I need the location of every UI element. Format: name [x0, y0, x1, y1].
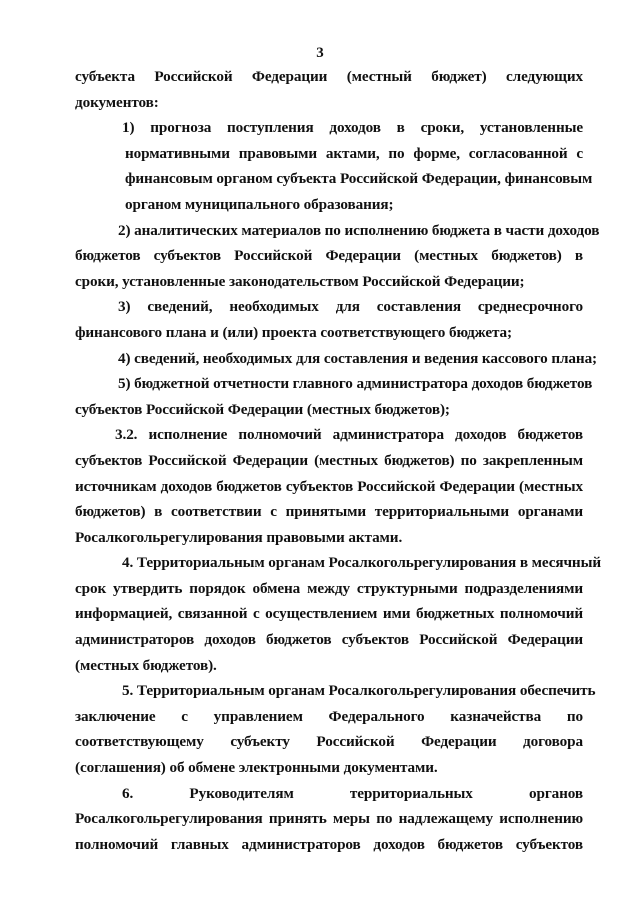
text-line: заключение с управлением Федерального казначейства по: [75, 707, 583, 725]
text-line: Росалкогольрегулирования правовыми актами.: [75, 528, 403, 546]
text-line: 4. Территориальным органам Росалкогольрегулирования в месячный: [122, 554, 601, 572]
text-line: 5) бюджетной отчетности главного администратора доходов бюджетов: [118, 375, 593, 393]
text-line: финансового плана и (или) проекта соответствующего бюджета;: [75, 323, 513, 341]
text-line: 5. Территориальным органам Росалкогольрегулирования обеспечить: [122, 682, 596, 700]
text-line: 3.2. исполнение полномочий администратора доходов бюджетов: [115, 426, 583, 444]
page-number: 3: [316, 45, 324, 61]
text-line: сроки, установленные законодательством Российской Федерации;: [75, 272, 525, 290]
text-line: полномочий главных администраторов доходов бюджетов субъектов: [75, 835, 583, 853]
text-line: 6. Руководителям территориальных органов: [122, 784, 583, 802]
text-line: 4) сведений, необходимых для составления и ведения кассового плана;: [118, 349, 598, 367]
text-line: администраторов доходов бюджетов субъектов Российской Федерации: [75, 631, 583, 649]
text-line: (соглашения) об обмене электронными документами.: [75, 759, 438, 777]
text-line: 3) сведений, необходимых для составления среднесрочного: [118, 298, 583, 316]
text-line: документов:: [75, 93, 159, 111]
text-line: 2) аналитических материалов по исполнению бюджета в части доходов: [118, 221, 600, 239]
text-line: бюджетов субъектов Российской Федерации (местных бюджетов) в: [75, 247, 583, 265]
text-line: органом муниципального образования;: [125, 195, 394, 213]
text-line: соответствующему субъекту Российской Федерации договора: [75, 733, 583, 751]
text-line: 1) прогноза поступления доходов в сроки, установленные: [122, 119, 583, 137]
text-line: срок утвердить порядок обмена между структурными подразделениями: [75, 579, 583, 597]
text-line: Росалкогольрегулирования принять меры по надлежащему исполнению: [75, 810, 583, 828]
text-line: финансовым органом субъекта Российской Федерации, финансовым: [125, 170, 593, 188]
text-line: источникам доходов бюджетов субъектов Российской Федерации (местных: [75, 477, 583, 495]
document-body: [75, 64, 601, 857]
text-line: нормативными правовыми актами, по форме, согласованной с: [125, 144, 583, 162]
text-line: информацией, связанной с осуществлением ими бюджетных полномочий: [75, 605, 583, 623]
text-line: бюджетов) в соответствии с принятыми территориальными органами: [75, 503, 583, 521]
text-line: субъектов Российской Федерации (местных бюджетов) по закрепленным: [75, 451, 583, 469]
text-line: субъекта Российской Федерации (местный бюджет) следующих: [75, 68, 583, 85]
text-line: субъектов Российской Федерации (местных бюджетов);: [75, 400, 450, 418]
text-line: (местных бюджетов).: [75, 656, 217, 674]
